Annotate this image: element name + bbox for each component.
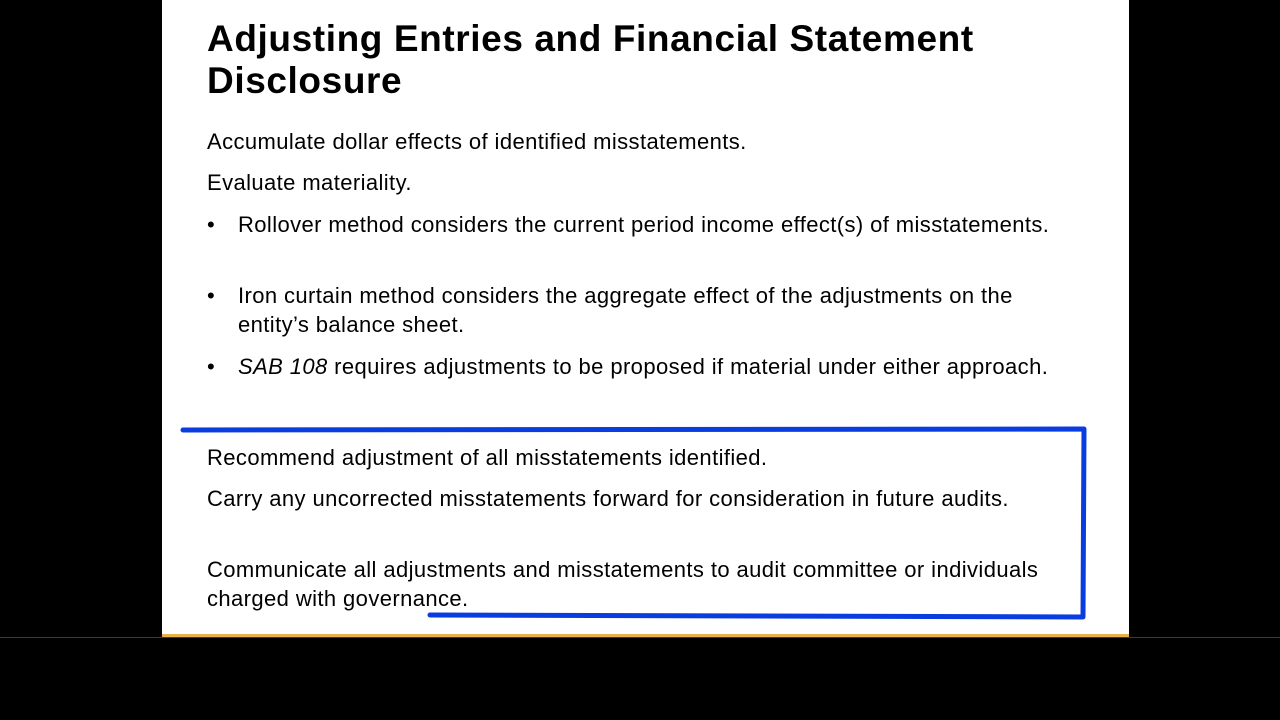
sab-108-reference: SAB 108 [238, 354, 328, 379]
paragraph-carry-forward: Carry any uncorrected misstatements forward for consideration in future audits. [207, 486, 1009, 511]
bullet-text: requires adjustments to be proposed if material under either approach. [327, 354, 1049, 379]
slide-title: Adjusting Entries and Financial Statement Disclosure [207, 18, 974, 101]
paragraph-accumulate: Accumulate dollar effects of identified misstatements. [207, 129, 747, 154]
paragraph-recommend-adjustment: Recommend adjustment of all misstatements identified. [207, 445, 768, 470]
paragraph-evaluate-materiality: Evaluate materiality. [207, 170, 412, 195]
frame-divider [0, 637, 1280, 638]
bullet-marker: • [207, 283, 216, 308]
bullet-iron-curtain-method [207, 281, 1087, 339]
bullet-rollover-method [207, 210, 1087, 239]
bullet-text: Rollover method considers the current period income effect(s) of misstatements. [238, 212, 1050, 237]
bullet-sab-108 [207, 352, 1087, 381]
bullet-marker: • [207, 212, 216, 237]
bullet-text: Iron curtain method considers the aggregate effect of the adjustments on the entity’s balance sheet. [238, 283, 1013, 337]
slide [162, 0, 1129, 634]
bullet-marker: • [207, 354, 216, 379]
paragraph-communicate: Communicate all adjustments and misstatements to audit committee or individuals charged with governance. [207, 557, 1039, 611]
